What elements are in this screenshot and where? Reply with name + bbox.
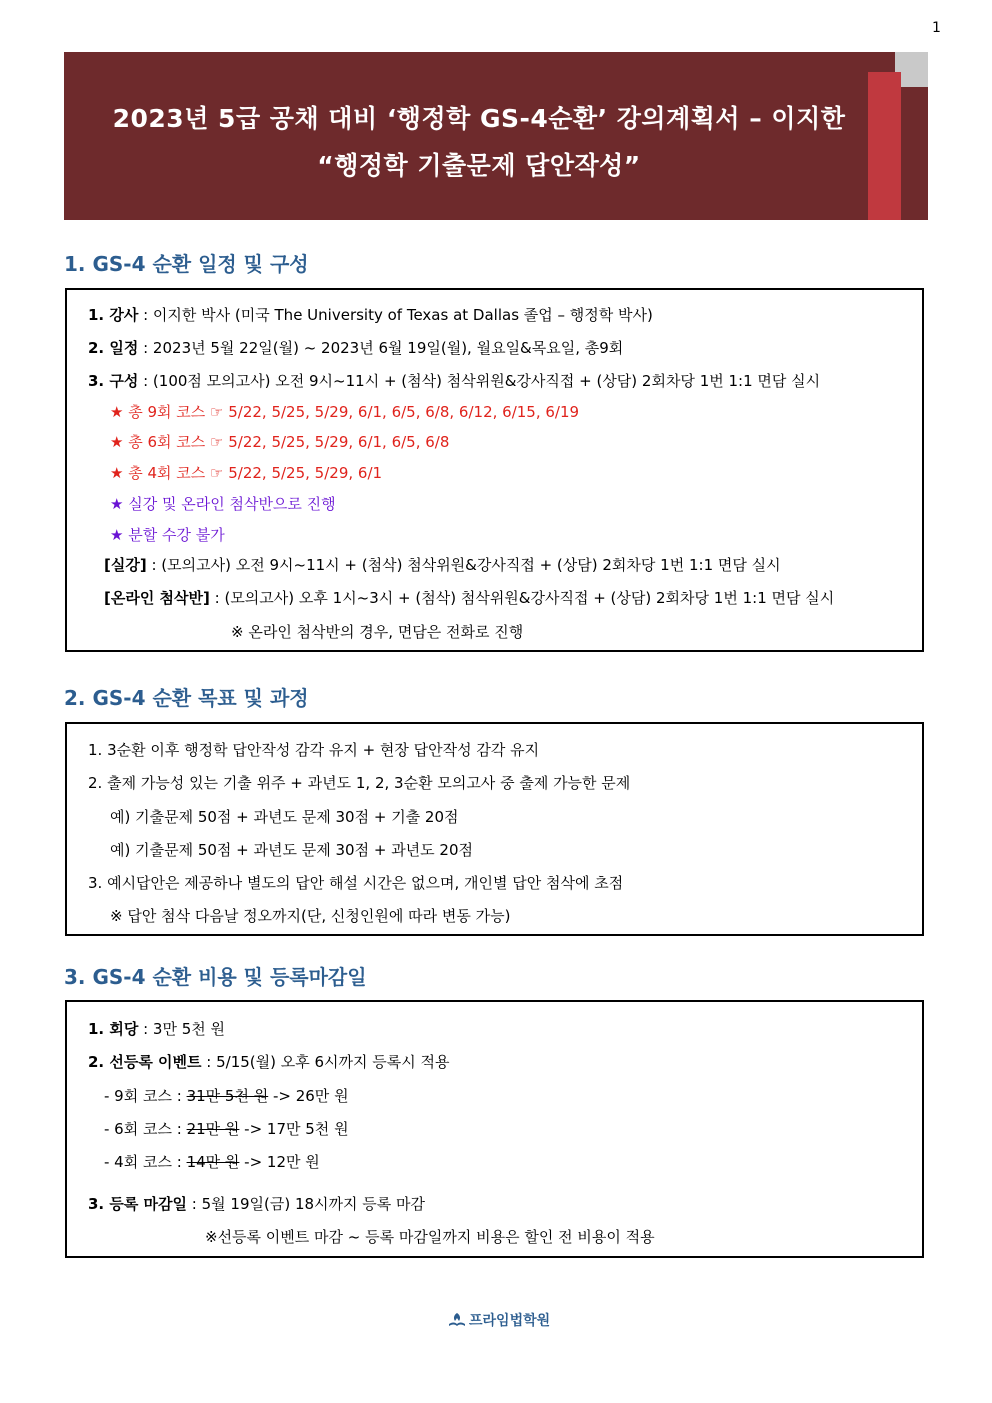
document-title: 2023년 5급 공채 대비 ‘행정학 GS-4순환’ 강의계획서 – 이지한	[112, 104, 846, 133]
instructor-text: : 이지한 박사 (미국 The University of Texas at Dallas 졸업 – 행정학 박사)	[138, 306, 653, 324]
fee-label: 1. 회당	[88, 1020, 139, 1038]
schedule-line	[88, 337, 623, 358]
no-split-note: ★ 분할 수강 불가	[110, 526, 225, 544]
early-bird-label: 2. 선등록 이벤트	[88, 1053, 202, 1071]
academy-name: 프라임법학원	[469, 1313, 551, 1329]
example-line-2: 예) 기출문제 50점 + 과년도 문제 30점 + 과년도 20점	[110, 841, 474, 859]
document-subtitle: “행정학 기출문제 답안작성”	[317, 151, 641, 180]
section1-box	[65, 288, 924, 652]
live-class-line	[104, 554, 781, 575]
instructor-line	[88, 304, 653, 325]
course-9-line: ★ 총 9회 코스 ☞ 5/22, 5/25, 5/29, 6/1, 6/5, 6/8, 6/12, 6/15, 6/19	[110, 403, 580, 421]
price-4-prefix: - 4회 코스 :	[104, 1153, 187, 1171]
section3-box	[65, 1000, 924, 1258]
composition-label: 3. 구성	[88, 372, 139, 390]
live-class-text: : (모의고사) 오전 9시~11시 + (첨삭) 첨삭위원&강사직접 + (상담) 2회차당 1번 1:1 면담 실시	[146, 556, 781, 574]
instructor-label: 1. 강사	[88, 306, 139, 324]
section2-box	[65, 722, 924, 936]
page-number: 1	[932, 20, 941, 36]
section1-title: 1. GS-4 순환 일정 및 구성	[64, 252, 309, 276]
course-4-line: ★ 총 4회 코스 ☞ 5/22, 5/25, 5/29, 6/1	[110, 464, 383, 482]
goal-line-3: 3. 예시답안은 제공하나 별도의 답안 해설 시간은 없으며, 개인별 답안 첨삭에 초점	[88, 874, 624, 892]
online-note: ※ 온라인 첨삭반의 경우, 면담은 전화로 진행	[231, 623, 524, 641]
price-9-prefix: - 9회 코스 :	[104, 1087, 187, 1105]
deadline-line	[88, 1193, 425, 1214]
fee-line	[88, 1018, 225, 1039]
live-class-label: [실강]	[104, 556, 147, 574]
footer-logo	[448, 1310, 550, 1330]
price-4-old: 14만 원	[186, 1153, 240, 1171]
price-9-course	[104, 1085, 349, 1106]
course-6-line: ★ 총 6회 코스 ☞ 5/22, 5/25, 5/29, 6/1, 6/5, 6/8	[110, 433, 450, 451]
delivery-note: ★ 실강 및 온라인 첨삭반으로 진행	[110, 495, 336, 513]
price-9-old: 31만 5천 원	[186, 1087, 269, 1105]
price-4-new: -> 12만 원	[239, 1153, 320, 1171]
feedback-note: ※ 답안 첨삭 다음날 정오까지(단, 신청인원에 따라 변동 가능)	[110, 907, 511, 925]
goal-line-2: 2. 출제 가능성 있는 기출 위주 + 과년도 1, 2, 3순환 모의고사 중 출제 가능한 문제	[88, 774, 631, 792]
price-4-course	[104, 1151, 320, 1172]
header-banner	[64, 52, 928, 220]
composition-text: : (100점 모의고사) 오전 9시~11시 + (첨삭) 첨삭위원&강사직접 + (상담) 2회차당 1번 1:1 면담 실시	[138, 372, 821, 390]
price-6-new: -> 17만 5천 원	[239, 1120, 349, 1138]
composition-line	[88, 370, 820, 391]
deadline-text: : 5월 19일(금) 18시까지 등록 마감	[187, 1195, 426, 1213]
example-line-1: 예) 기출문제 50점 + 과년도 문제 30점 + 기출 20점	[110, 808, 459, 826]
section2-title: 2. GS-4 순환 목표 및 과정	[64, 686, 309, 710]
price-6-course	[104, 1118, 349, 1139]
online-class-line	[104, 587, 834, 608]
academy-logo-icon	[448, 1312, 466, 1328]
price-6-prefix: - 6회 코스 :	[104, 1120, 187, 1138]
section3-title: 3. GS-4 순환 비용 및 등록마감일	[64, 965, 367, 989]
deadline-note: ※선등록 이벤트 마감 ~ 등록 마감일까지 비용은 할인 전 비용이 적용	[205, 1228, 655, 1246]
deadline-label: 3. 등록 마감일	[88, 1195, 188, 1213]
early-bird-text: : 5/15(월) 오후 6시까지 등록시 적용	[201, 1053, 450, 1071]
price-6-old: 21만 원	[186, 1120, 240, 1138]
price-9-new: -> 26만 원	[268, 1087, 349, 1105]
schedule-label: 2. 일정	[88, 339, 139, 357]
online-class-label: [온라인 첨삭반]	[104, 589, 210, 607]
online-class-text: : (모의고사) 오후 1시~3시 + (첨삭) 첨삭위원&강사직접 + (상담) 2회차당 1번 1:1 면담 실시	[209, 589, 835, 607]
schedule-text: : 2023년 5월 22일(월) ~ 2023년 6월 19일(월), 월요일&목요일, 총9회	[138, 339, 624, 357]
fee-text: : 3만 5천 원	[138, 1020, 226, 1038]
early-bird-line	[88, 1051, 450, 1072]
goal-line-1: 1. 3순환 이후 행정학 답안작성 감각 유지 + 현장 답안작성 감각 유지	[88, 741, 540, 759]
